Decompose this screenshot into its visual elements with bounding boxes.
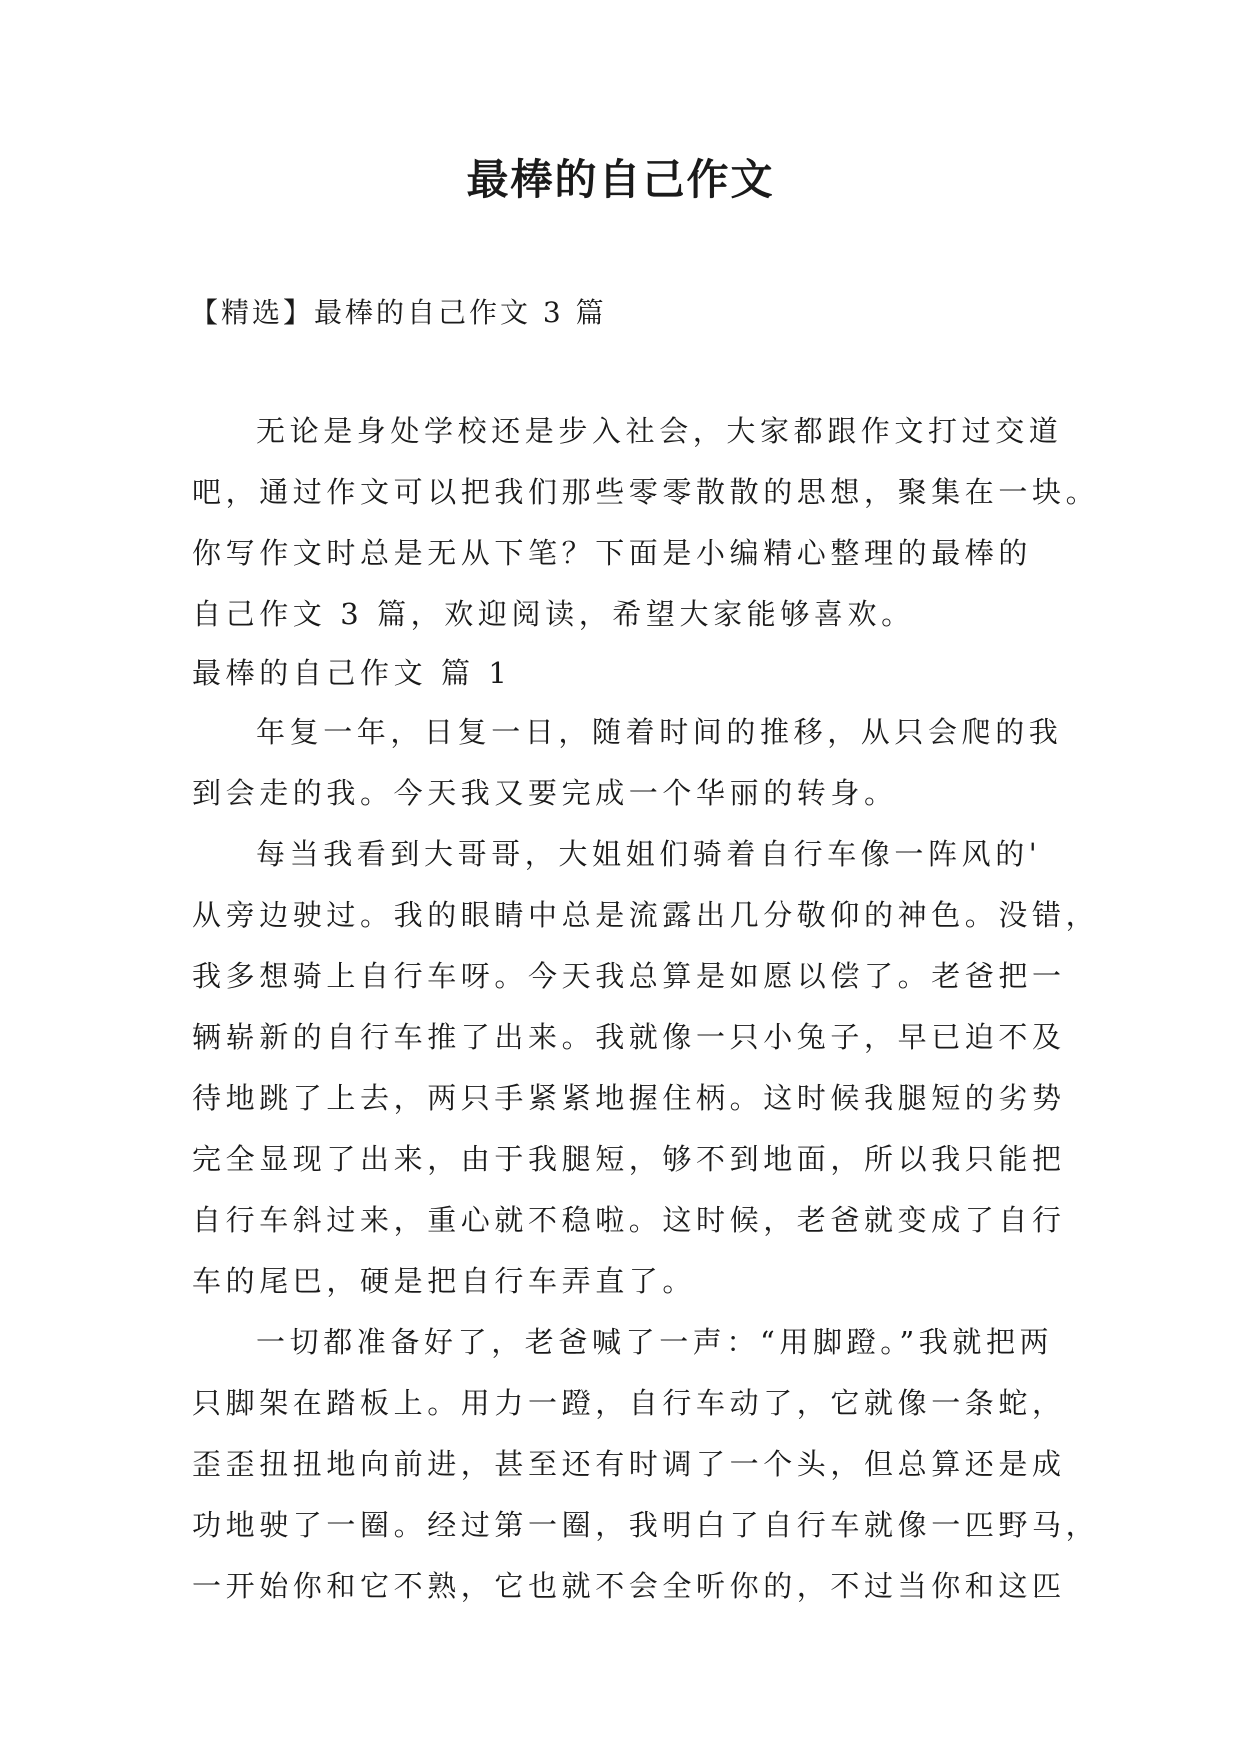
paragraph-line: 每当我看到大哥哥，大姐姐们骑着自行车像一阵风的'	[256, 837, 1042, 871]
paragraph-line: 车的尾巴，硬是把自行车弄直了。	[192, 1264, 697, 1298]
section-heading: 最棒的自己作文 篇 1	[192, 656, 512, 690]
paragraph-line: 吧，通过作文可以把我们那些零零散散的思想，聚集在一块。	[192, 475, 1100, 509]
paragraph-line: 自己作文 3 篇，欢迎阅读，希望大家能够喜欢。	[192, 597, 915, 631]
paragraph-line: 歪歪扭扭地向前进，甚至还有时调了一个头，但总算还是成	[192, 1447, 1066, 1481]
document-subtitle: 【精选】最棒的自己作文 3 篇	[190, 296, 607, 329]
paragraph-line: 一切都准备好了，老爸喊了一声：“用脚蹬。”我就把两	[256, 1325, 1054, 1359]
paragraph-line: 一开始你和它不熟，它也就不会全听你的，不过当你和这匹	[192, 1569, 1066, 1603]
paragraph-line: 功地驶了一圈。经过第一圈，我明白了自行车就像一匹野马，	[192, 1508, 1100, 1542]
paragraph-line: 年复一年，日复一日，随着时间的推移，从只会爬的我	[256, 715, 1063, 749]
document-body	[192, 411, 1100, 1627]
paragraph-line: 我多想骑上自行车呀。今天我总算是如愿以偿了。老爸把一	[192, 959, 1066, 993]
paragraph-line: 无论是身处学校还是步入社会，大家都跟作文打过交道	[256, 414, 1063, 448]
paragraph-line: 辆崭新的自行车推了出来。我就像一只小兔子，早已迫不及	[192, 1020, 1066, 1054]
paragraph-line: 只脚架在踏板上。用力一蹬，自行车动了，它就像一条蛇，	[192, 1386, 1066, 1420]
paragraph-line: 待地跳了上去，两只手紧紧地握住柄。这时候我腿短的劣势	[192, 1081, 1066, 1115]
document-title: 最棒的自己作文	[466, 155, 775, 204]
paragraph-line: 到会走的我。今天我又要完成一个华丽的转身。	[192, 776, 898, 810]
paragraph-line: 自行车斜过来，重心就不稳啦。这时候，老爸就变成了自行	[192, 1203, 1066, 1237]
paragraph-line: 从旁边驶过。我的眼睛中总是流露出几分敬仰的神色。没错，	[192, 898, 1100, 932]
paragraph-line: 完全显现了出来，由于我腿短，够不到地面，所以我只能把	[192, 1142, 1066, 1176]
paragraph-line: 你写作文时总是无从下笔？下面是小编精心整理的最棒的	[192, 536, 1033, 570]
